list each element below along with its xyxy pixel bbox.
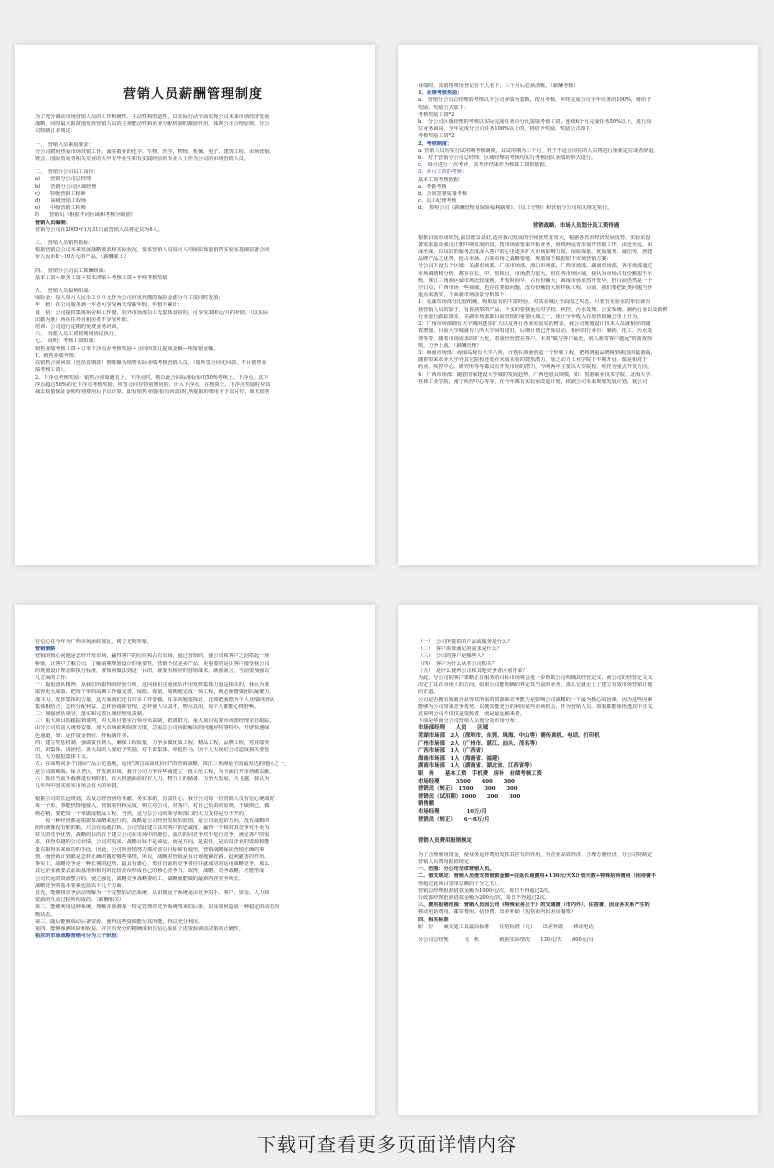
text-line: 能够为公司带来竞争优势，以便其能充分的利用某些市场机会，作为营销人员，如果都能领悟透其中含义，: [418, 703, 658, 710]
text-line: 则，力争上游。（薪酬管理）: [418, 342, 482, 349]
text-line: 2、考核制度：: [418, 140, 453, 147]
text-line: 着增加，目前大学城就有八所大学同时进驻，后期计划已开始启动，相应的行业有：制药、化工、污水处: [418, 328, 653, 335]
text-line: 职 位 乘交通工具最高标准 住宿标准（元） 出差补助 移动电话: [418, 923, 594, 930]
text-line: 1：芜湖市场部分比较明确，吸取原有的丰富经验，对其多城区全面围之攻态，只要有实验室的单位就有: [418, 299, 651, 306]
text-line: d、 参照公司《薪酬管理及保险福利制度》、《员工守则》和营销分公司相关规定执行。: [418, 205, 613, 212]
text-line: 其它企业就要去前面基准和相对的比较差误形成自己的核心竞争力，取得，战略，竞争战略，才能形成: [35, 868, 265, 875]
text-line: 则必精，要把每一个单做成精品工程。当然，这与总公司的领导和部门的大力支持是分不开的。: [35, 810, 249, 817]
text-line: 行业进行跟踪落实，芜湖市场部即目前营销的重要区域之一，预计全年收入在原营销额公里上升为。: [418, 313, 643, 320]
text-line: 营销的核心问题是怎样开发市场，赢得客户的信任和占有市场，通过营销的，使公司和客户之间搭起一座: [35, 653, 270, 660]
text-line: 持久的竞争优势，战略的目的在于建立公司在市场中的地位，成功的同竞争对手进行竞争，满足客户的需: [35, 832, 270, 839]
text-line: 位业务调岗，全年完成分公司任务100%以上的，将给予奖励，奖励公式如下：: [418, 126, 596, 133]
text-line: 分公司下设五个区域：芜湖市场部、广东市场部、海口市场部、广西市场部、湖南市场部，各市场部通过: [418, 263, 653, 270]
text-line: 销售额: [418, 801, 435, 808]
text-line: 量以取得未来成功的手段，因此，公司所营销努力都应该有目标和有使用，营销战略保证营销正确的事: [35, 846, 265, 853]
text-line: 1、业绩考核奖励：: [418, 90, 463, 97]
text-line: 分公司聘用热爱市场营销工作、诚实敬业的化学、生物、医学、物理、机械、电子、建筑工程、市场营销、: [35, 148, 275, 155]
text-line: 几方面的工作：: [35, 675, 71, 682]
text-line: 考核奖励工资*2: [418, 133, 455, 140]
text-line: 为此，分公司的客户策略正在服务的目标市场将会进一步帮助公司明确其经营定义，而公司的经营定义又: [418, 675, 653, 682]
text-line: 三、费用报销范围：营销人员因公司《特殊业务公干》的交通费（市内外）、住宿费、因业务关系产生的: [418, 902, 650, 909]
text-line: 浅至深，以良好的服务态度深入客户的心里逐步扩大市场影响力度，保质保量、优质服务、诚信等，创建: [418, 249, 653, 256]
text-line: 我营销人员的影子，有着洞察的产品，下步的要我重点对学校、疾控、污水处理、公安系统、制药行业以及新鲜: [418, 306, 668, 313]
text-line: （一） 公司所提供的产品或服务是什么？: [418, 639, 513, 645]
text-line: 3：海南市场部：海南岛现有大学八所，计划在海南创造一个形象工程，把将鸿福品牌树到祖国的最南端，: [418, 349, 656, 356]
text-line: 五：在深圳同多个国际产品示范基地，运用"鸿昌高质优价仪"的营销战略，珠江三角洲是全国最发达的地区之一，: [35, 761, 290, 768]
page-body: [418, 639, 734, 725]
text-line: 下面是华南分公司营销人员划分及市场分布：: [418, 718, 520, 725]
text-line: 营销总经理批准借款金额为1000元/次，每日不得超过2次。: [418, 887, 554, 894]
page-body: [418, 852, 734, 944]
document-page-1: [15, 45, 375, 565]
text-line: 营销人员编制：: [35, 219, 71, 226]
text-line: 1、销售业绩考核：: [35, 352, 79, 359]
text-line: 品牌产品之优势，抢占市场，占领市场之战略要地。规划如下根据如下市场营销方案：: [418, 256, 612, 263]
text-line: 根据目前市场状况,前景愿景良好,适应我司发展的空间优势非常大，根据各省市经济发展优势、实验室设: [418, 234, 651, 241]
text-line: 的规划设计理念和执行标准，要如何做法到这一目的，就要有相应的营销战术，就我而言，当前要加强以: [35, 667, 270, 674]
text-line: 桂林工业学院、南宁疾控中心等等，在今年都有实验室改造计划，依据公司未来规划发展计划，我公司: [418, 378, 648, 385]
text-line: 公司是否拥有成就否获得其所需的资源和竞争能力是影响公司战略的一个最为核心的因素，因为这些因素: [418, 696, 653, 703]
text-line: 七、 说明：考核工资组成：: [35, 338, 99, 345]
text-line: 相应的市场战略营销可分为三个阶段：: [35, 933, 122, 940]
text-line: 战斗力，发挥集体的力量，这方面我们还有许多工作要做，许多问题要探讨，比如把我德为个人业绩同团队: [35, 696, 275, 703]
text-line: 衡，珠江三角洲区域市场比较成熟，开发时间早，占有份额大；海南市场虽然开发早，但目前仍然是一个: [418, 277, 653, 284]
document-page-2: [398, 45, 758, 565]
page-title: 营销人员薪酬管理制度: [122, 87, 263, 102]
text-line: 有信心在今年为广西市场添砖加瓦，树立光辉形象。: [35, 639, 153, 645]
text-line: b、合同签署质量考核: [418, 191, 468, 198]
text-line: （三） 公司的客户是哪些人？: [418, 653, 487, 660]
text-line: （五） 是什么使得公司和其他竞争者区别开来？: [418, 667, 528, 674]
text-line: 情，而营销计划就是怎样正确的做好哪些事情，所以，战略对营销是有计划地铺好路，趋利避害的作用。: [35, 853, 270, 860]
text-line: 二、 营销分公司员工岗位：: [35, 169, 99, 176]
text-line: 取得更大成绩，把每个单的前期工作做完善，保质、保量、如期地完成一项工程，就必须增强团队凝聚力，: [35, 689, 275, 696]
text-line: 备需求量及我司正朝中期发展阶段，按市场需要来开拓业务，围绕网运省市展开营销工作，由近至远，由: [418, 241, 653, 248]
text-line: 营销员（转正） 1500 300 300: [418, 786, 518, 793]
text-line: f) 营销员（根据不同区域和考核分级别）: [35, 212, 136, 219]
text-line: a. 营销分公司总经理的考核以全公司业绩为基数，按月考核，年终完成公司全年任务的100%，将给予: [418, 97, 652, 104]
text-line: 随着带来农业大学外其它院校还处在未成实验的建筑潜力，加之动力工业学院下半期开启，都是相对于: [418, 357, 648, 364]
document-page-3: [15, 605, 375, 1115]
text-line: 公司长远的资源整合的，使之强化，战略竞争战略要给工，战略就能做的最新内容竞争所长。: [35, 875, 244, 882]
text-line: a、考勤考核: [418, 183, 447, 190]
text-line: 事实上，战略竞争是一种长期的趋势，最具有雄心，勇往直前的竞争者往往就成功的运用战略竞争，那么: [35, 861, 270, 868]
text-line: 二、借支规定：营销人员借支按借款金额=往返长途费用+130元/天X计划天数+特殊招待费用（招待费不: [418, 873, 657, 880]
page-body: [35, 639, 351, 940]
text-line: 营销人员费用报销规定：: [418, 858, 475, 865]
text-line: 战略竞争的基本要素包括以下几个方面：: [35, 882, 127, 889]
text-line: 一、范围：分公司全体营销人员。: [418, 866, 495, 873]
text-line: 3、本月工资的考核：: [418, 169, 468, 176]
text-line: 根据营销总公司未来发展战略要求和实际状况，要求营销人员每月人均保质保量销售实验室基础装备合同: [35, 247, 270, 254]
text-line: c、员工纪律考核: [418, 198, 457, 205]
text-line: 司特制订本规定：: [35, 128, 76, 135]
region-table: [418, 733, 734, 771]
download-more-prompt[interactable]: 下载可查看更多页面详情内容: [256, 1134, 517, 1156]
text-line: 第三，随后能够调动后备资源，使得这些资源能尽其所能，得以充分利用。: [35, 918, 204, 925]
text-line: 色通道，如：运作资金到位，样板制作等。: [35, 732, 132, 739]
text-line: b) 营销分公司区域经理: [35, 183, 97, 190]
text-line: a) 营销分公司总经理: [35, 176, 91, 183]
text-line: （四） 客户为什么从本公司购买？: [418, 660, 497, 667]
page-body: [418, 83, 734, 213]
text-line: 减去质量保证金和特别费用后予以计算。即有销售业绩(指有回款)时,所提取的费用才予以兑付，如无销售: [35, 388, 270, 395]
text-line: 基本工资＋职务工资＋技术津贴＋考核工资＋年终考核奖励: [35, 274, 168, 281]
text-line: 空白点；广西市场一些领域，也存在类似问题，没有份额较大的样板工程，目前，我们要把此类问题当作: [418, 285, 653, 292]
text-line: 以销售合同回款（包括首期款）到帐额为销售实际业绩考核营销人员，（如所签合同无回款，不计销售业: [35, 360, 267, 367]
salary-table: [418, 779, 734, 825]
text-line: 浮点超过50%的无下浮点考核奖励，所签合同有特别费用的，计入下浮点，在核算上、下浮点奖励时应该: [35, 381, 271, 388]
text-line: 衡状态。: [35, 911, 56, 918]
text-line: 三、 营销人员销售指标：: [35, 240, 94, 247]
text-line: 重点来落实，下面就市场前景分析如下：: [418, 292, 510, 299]
text-line: 奖励，奖励公式如下：: [418, 104, 469, 111]
text-line: 资源的互动过程所构成的。（薪酬相关）: [35, 897, 125, 904]
text-line: 保险金：每人每月人民币２００元作为公司应该代缴的保险金部分与工资同时发放；: [35, 295, 224, 302]
text-line: e) 中级营销工程师: [35, 205, 86, 212]
text-line: 市场调研和分析，都存在长、中、短项目，市场潜力很大，但在各市场区域，我认为市场占有份额很不平: [418, 270, 653, 277]
text-line: 第二，能够利用这种系统，理解并预测某一特定管理对竞争系统带来的后果，以及如何造成一种稳定的动态均: [35, 904, 280, 911]
text-line: 一：提倡团队精神，从我们所取得的经验分析，这同我们注重团队作用发挥集体力量是相关的，我认为要: [35, 682, 270, 689]
text-line: 的正道。: [418, 689, 439, 696]
text-line: （二） 客户需要满足的需求是什么？: [418, 646, 503, 653]
text-line: 绩考核工资）。: [35, 367, 69, 374]
text-line: 决定了其在市场上的方向，如果公司能明确的界定其当前的业务，那么它就走上了建立有效市场营销计划: [418, 682, 653, 689]
text-line: 营销员（试用期）1000 200 300: [418, 793, 521, 800]
text-line: 市场经理 3500 400 300: [418, 778, 515, 785]
text-line: 战略，同时最大限度地发挥营销人员的主观能动性和企业分配机制的激励作用，体现公平合理原则，分公: [35, 121, 270, 128]
text-line: 求，获得卓越的公司业绩，公司对追求，战略目标不是命运，而是方向，是责任，是动员企业的资源和能: [35, 839, 270, 846]
page-body: [418, 235, 734, 386]
text-line: 根据公司的长远规划，以及总经营团结本献、务实求新，有责任心，我分公司每一位营销人员有信心统战好: [35, 796, 275, 803]
text-line: 四、相关标准: [418, 916, 449, 923]
document-page-4: [398, 605, 758, 1115]
text-line: 营销员（转正） 6～8万/月: [418, 816, 490, 823]
text-line: 海南市场部 1人（海南省、福建）: [418, 755, 503, 762]
text-line: 食 宿：公司提供集体宿舍和工作餐，驻外市场部员工无集体食宿的，可享受300元/月的补助，（以实际: [35, 309, 269, 316]
text-line: 2：广州市场部拥有大学城的逐步扩大以及各行各业实验室的增多，我公司规划设计技术人员就相应的随: [418, 321, 651, 328]
text-line: 六：抓住当前手载难逢有利时机，在大机遇面前好好人力、物力上的储备，力争大发展、大飞越，我认为: [35, 775, 270, 782]
text-line: 六、 外派人员工资按期用协议执行。: [35, 331, 120, 338]
text-line: 得超过此项目签单总额的千分之五）。: [418, 880, 503, 887]
text-line: 行政部经理批准借款金额为200元/次，每日不得超过2次。: [418, 894, 550, 901]
text-line: 营销分公司在2005年1月31日前营销人员将定员为6人。: [35, 226, 163, 233]
section-subtitle: 营销战略、市场人员划分及工资待遇: [532, 222, 620, 229]
page-body: [35, 114, 351, 396]
text-line: 移动电话费用、邮寄费用、招待费、出差补助（包括市内出差误餐费）: [418, 909, 576, 916]
text-line: 三：重大项目的跟踪到谈判，对大项目要实行领导负责制，群策群力，重大项目需要市场部经理亲自跟踪，: [35, 718, 275, 725]
text-line: c. 每月进行一次考评，其考评结果作为核算工资的依据。: [418, 162, 550, 169]
text-line: 几年内中国实验室市场会有大的举措。: [35, 783, 122, 790]
text-line: 第四，能够预测风险和收益，并且有充分的精确度和自信心验证上述资源调动决策的正确性。: [35, 925, 244, 932]
text-line: 集体相结合，怎样分配利益，怎样协调和管理，怎样使人尽其才，物尽其用，每个人都能心情舒畅。: [35, 703, 260, 710]
text-line: 基本工资考核依据：: [418, 176, 464, 183]
table-header: 市场部经理 人员 区域: [418, 725, 489, 732]
text-line: 每一个单，事能热情地接入，营销着得称完成，树立对公司，对客户，对自己负责的原则，不做则已，做: [35, 803, 270, 810]
text-line: b. 分公司区域经理的考核以实际完成任务百分比提取考核工资，连续6个月完成任务50%以上，进行岗: [418, 119, 652, 126]
text-line: 四：建立奖惩机制，强调责任到人，确保工程质量，力争多做优质工程，精品工程、品牌工程，对业绩突: [35, 739, 270, 746]
salary-header: 职 务 基本工资 手机费 房补 业绩考核工资: [418, 771, 542, 777]
text-line: 出勤为准）所在住外自租房者不享受补助。: [35, 316, 132, 323]
text-line: 营销策略: [35, 646, 56, 653]
text-line: 4：广西市场部：随着国家建设大学城的发展趋势，广西也很具规模，如：贵港职业技术学院、北海大学、: [418, 371, 656, 378]
text-line: 四、 营销分公司员工薪酬组成：: [35, 267, 109, 274]
text-line: 理等等，随着市场需求的扩大化，着重经营潜在客户，本着"做与客户最近，别人就寄客户越远"的游戏规: [418, 335, 652, 342]
text-line: 出，讲集体、讲团结、讲大局的人要给予奖励，对不讲集体、单枪匹马，因个人失误给公司造成损失要惩: [35, 747, 270, 754]
text-line: 2、下浮点考核奖励：销售合同如遇有上、下浮点时，则以此合同标准标价的50%考核上、下浮点，其下: [35, 374, 269, 381]
text-line: 由分公司负责人统筹安排，加大市场前期调查力度，急需总公司协助解决的问题应特事特办，开辟快速绿: [35, 725, 270, 732]
text-line: 芜湖市场部 2人（深圳市、东莞、珠海、中山等）需传真机、电话、打印机: [418, 733, 600, 740]
text-line: 为了合理利用资金，使业务运作费用发挥其应有的作用，为企业高效经济、合理方便经济，分公司特制定: [418, 851, 653, 858]
text-line: 桥梁，让客户了解公司，了解前期规划设计的重要性。营销不仅是卖产品，更重要的是让客户接受我公司: [35, 660, 270, 667]
text-line: 是公司即期端，保卫老区，开发新市场，我分公司力争在华南建立一批示范工程，为全面打开市场做贡献。: [35, 768, 275, 775]
text-line: 分公司总经理 飞 机 根据实际情况 130元/天 600元/月: [418, 936, 594, 943]
text-line: 广西市场部 1人（广西省）: [418, 748, 487, 755]
section-title: 营销人员费用报销规定: [418, 838, 472, 845]
text-line: 二：加强团队领导，落实和完善区域经理负责制。: [35, 711, 148, 718]
text-line: 为了充分调动市场营销人员的工作积极性、主动性和创造性，以实际行动全面实现公司未来市场经济发展: [35, 114, 270, 120]
text-line: 这说明公司不仅仅是资源者，而是最运输来者。: [418, 711, 525, 718]
text-line: 销售业绩考核工资＋订单下浮点差考核奖励＋合同的签订提成金额—所报销金额。: [35, 345, 219, 352]
text-line: 罚，大力提倡集体主义。: [35, 754, 92, 761]
text-line: 组织就像没有舵的船，只会在原地打转。公司坚此建立其对客户的忠诚度，赢得一个相对其竞争对手更为: [35, 825, 270, 832]
text-line: 广州市场部 2人（广州市、湛江、汕头、茂名等）: [418, 740, 541, 747]
text-line: 药业、疾控中心、研究所等等都具有开发市场的潜力，今明两年主要以大专院校、疾控为重点开发方向。: [418, 364, 653, 371]
text-line: d) 高级营销工程师: [35, 198, 87, 205]
text-line: 五、 营销人员福利组成：: [35, 288, 94, 295]
text-line: c) 特级营销工程师: [35, 190, 86, 197]
text-line: 一、 营销人员素质要求：: [35, 141, 94, 148]
text-line: 业绩时，其销售费用登记在个人名下，三个月后必须清帐。（薪酬考核）: [418, 83, 579, 89]
text-line: 财会、国际贸易等相关专业的大中专毕业生和有实践经验的专业人士作为公司的市场营销人员。: [35, 156, 249, 163]
text-line: 每一种经营都是根据某战略来进行的，战略是公司经营发展的蓝图，是公司前进的方向，没有战略的: [35, 817, 270, 824]
text-line: 考核奖励工资*2: [418, 111, 455, 118]
text-line: 首先，能够将竞争活动理解为一个完整的动态系统，认识到这个系统是由竞争对手、客户、资金、人力和: [35, 889, 270, 896]
text-line: a. 营销人员均实行试用期考核制度，其试用期为三个月，对于不适合岗位的人员将进行重新定位或者辞退。: [418, 147, 659, 154]
text-line: b. 对于营销分公司总经理、区域经理的考核均实行考核团队业绩的形式进行。: [418, 155, 597, 162]
text-line: 年 假：在公司服务满一年者可享受两天带薪年假，年假不累计；: [35, 302, 183, 309]
text-line: 价人民币8～10万元的产品。（薪酬职工）: [35, 254, 129, 261]
text-line: 市场经理 10万/月: [418, 808, 487, 815]
text-line: 湖南市场部 1人（湖南省、湖北省、江西省等）: [418, 763, 535, 770]
text-line: 培训：公司进行定期的免费业务培训。: [35, 324, 122, 331]
